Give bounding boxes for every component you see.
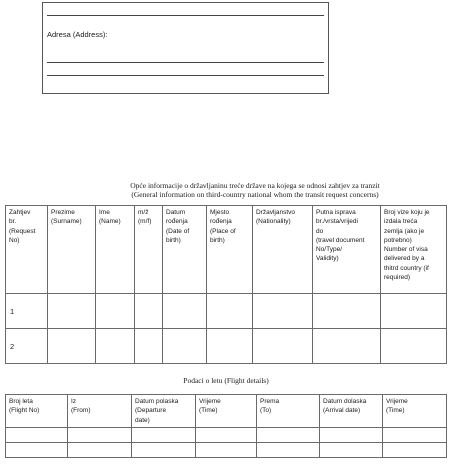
input-cell[interactable] [96, 294, 135, 329]
input-cell[interactable] [257, 443, 320, 458]
col-request-no: Zahtjev br. (Request No) [6, 206, 48, 294]
col-travel-document: Putna isprava br./vrsta/vrijedi do (travel document No/Type/ Validity) [313, 206, 381, 294]
input-cell[interactable] [207, 329, 253, 364]
col-flight-no: Broj leta (Flight No) [6, 395, 68, 428]
col-surname: Prezime (Surname) [48, 206, 96, 294]
transit-heading-line2: (General information on third-country national whom the transit request concerns) [131, 190, 379, 199]
transit-person-table [5, 205, 447, 364]
col-departure-time: Vrijeme (Time) [196, 395, 257, 428]
input-cell[interactable] [196, 443, 257, 458]
col-visa-number: Broj vize koju je izdala treća zemlja (ako je potrebno) Number of visa delivered by a thitrd country (if required) [381, 206, 447, 294]
col-arrival-time: Vrijeme (Time) [383, 395, 447, 428]
col-to: Prema (To) [257, 395, 320, 428]
col-departure-date: Datum polaska (Departure date) [132, 395, 196, 428]
row-number-cell [6, 329, 48, 364]
input-cell[interactable] [68, 428, 132, 443]
input-cell[interactable] [132, 443, 196, 458]
address-box-top-line [47, 15, 324, 16]
row-number: 1 [10, 306, 15, 316]
table-row [6, 443, 447, 458]
col-place-of-birth: Mjesto rođenja (Place of birth) [207, 206, 253, 294]
col-from: Iz (From) [68, 395, 132, 428]
input-cell[interactable] [135, 294, 163, 329]
input-cell[interactable] [313, 329, 381, 364]
address-line-2 [47, 75, 324, 76]
input-cell[interactable] [6, 428, 68, 443]
row-number-cell [6, 294, 48, 329]
transit-section-heading [60, 181, 450, 199]
table-row [6, 428, 447, 443]
table-row [6, 294, 447, 329]
col-nationality: Državljanstvo (Nationality) [253, 206, 313, 294]
input-cell[interactable] [257, 428, 320, 443]
input-cell[interactable] [320, 428, 383, 443]
flight-details-table [5, 394, 447, 458]
input-cell[interactable] [196, 428, 257, 443]
input-cell[interactable] [48, 329, 96, 364]
input-cell[interactable] [381, 294, 447, 329]
input-cell[interactable] [313, 294, 381, 329]
input-cell[interactable] [135, 329, 163, 364]
col-name: Ime (Name) [96, 206, 135, 294]
input-cell[interactable] [253, 294, 313, 329]
input-cell[interactable] [253, 329, 313, 364]
address-line-1 [47, 62, 324, 63]
flight-table-header-row [6, 395, 447, 428]
input-cell[interactable] [132, 428, 196, 443]
transit-table-header-row [6, 206, 447, 294]
input-cell[interactable] [48, 294, 96, 329]
input-cell[interactable] [207, 294, 253, 329]
row-number: 2 [10, 341, 15, 351]
address-box [42, 2, 329, 94]
flight-section-heading: Podaci o letu (Flight details) [183, 376, 269, 385]
input-cell[interactable] [381, 329, 447, 364]
input-cell[interactable] [383, 428, 447, 443]
input-cell[interactable] [68, 443, 132, 458]
table-row [6, 329, 447, 364]
input-cell[interactable] [96, 329, 135, 364]
address-label: Adresa (Address): [47, 30, 108, 39]
transit-heading-line1: Opće informacije o državljaninu treće države na kojega se odnosi zahtjev za tranzit [130, 181, 380, 190]
input-cell[interactable] [6, 443, 68, 458]
col-sex: m/ž (m/f) [135, 206, 163, 294]
col-date-of-birth: Datum rođenja (Date of birth) [163, 206, 207, 294]
input-cell[interactable] [320, 443, 383, 458]
input-cell[interactable] [383, 443, 447, 458]
input-cell[interactable] [163, 329, 207, 364]
input-cell[interactable] [163, 294, 207, 329]
col-arrival-date: Datum dolaska (Arrival date) [320, 395, 383, 428]
